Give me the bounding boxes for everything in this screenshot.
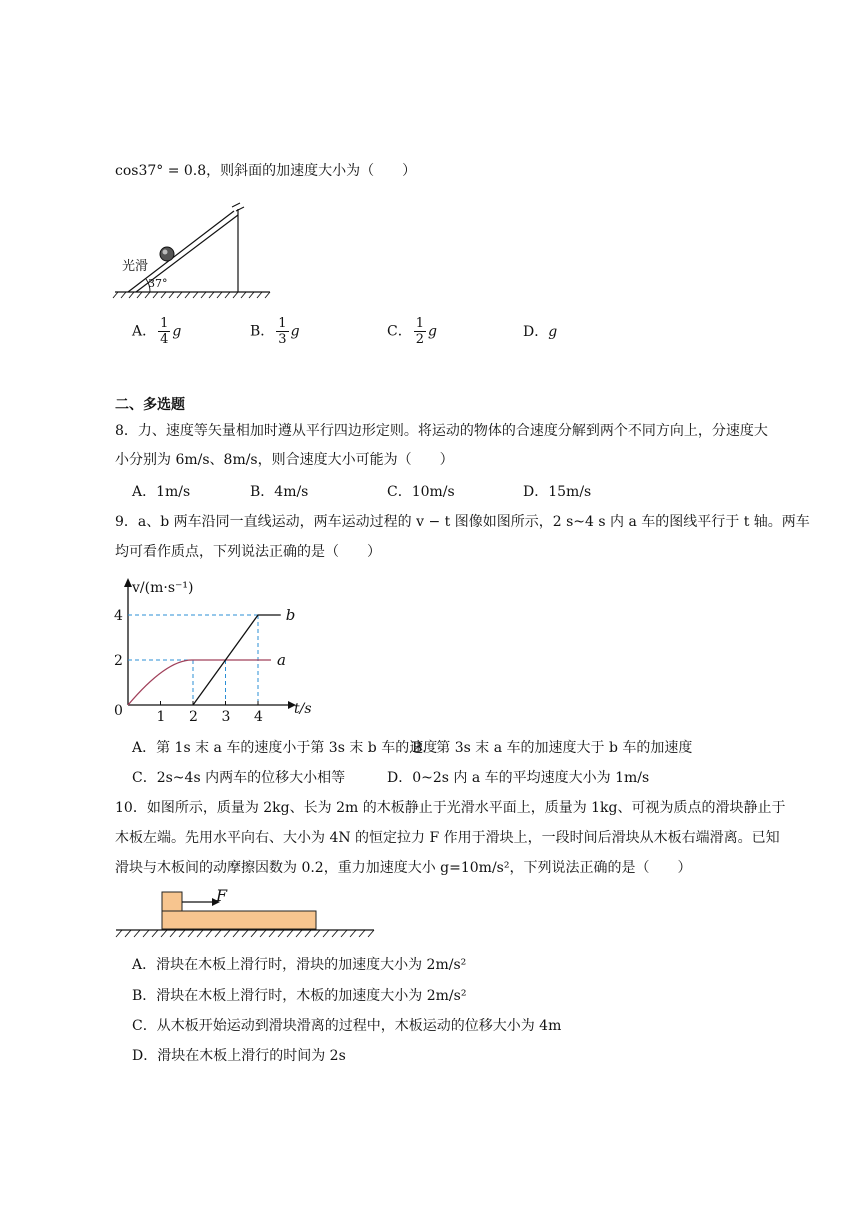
y-tick-label-4: 4 [114, 608, 123, 624]
q9-option-d[interactable]: D．0~2s 内 a 车的平均速度大小为 1m/s [387, 770, 650, 786]
y-axis-label: v/(m·s⁻¹) [132, 580, 194, 596]
q8-option-d[interactable]: D．15m/s [523, 484, 592, 500]
slider-block [162, 892, 182, 911]
q10-line1: 10．如图所示，质量为 2kg、长为 2m 的木板静止于光滑水平面上，质量为 1kg、可视为质点的滑块静止于 [115, 800, 786, 816]
y-axis-arrow-icon [124, 578, 132, 587]
vt-chart [108, 575, 328, 725]
q9-line2: 均可看作质点，下列说法正确的是（ ） [115, 544, 381, 560]
y-tick-label-2: 2 [114, 653, 123, 669]
x-axis-label: t/s [294, 701, 312, 717]
x-tick-label-3: 3 [221, 709, 231, 725]
q9-option-c[interactable]: C．2s~4s 内两车的位移大小相等 [132, 770, 346, 786]
x-tick-label-1: 1 [156, 709, 166, 725]
x-tick-label-2: 2 [189, 709, 198, 725]
series-b-label: b [285, 606, 296, 624]
q7-option-a[interactable]: A． $\frac{1}{4}$ g [132, 316, 182, 347]
q7-option-b[interactable]: B． $\frac{1}{3}$ g [250, 316, 300, 347]
smooth-label: 光滑 [122, 259, 149, 274]
q8-line2: 小分别为 6m/s、8m/s，则合速度大小可能为（ ） [115, 452, 454, 468]
q10-option-d[interactable]: D．滑块在木板上滑行的时间为 2s [132, 1048, 346, 1064]
q10-line3: 滑块与木板间的动摩擦因数为 0.2，重力加速度大小 g=10m/s²，下列说法正确的是（ ） [115, 860, 692, 876]
incline-figure [110, 195, 280, 300]
force-label: F [216, 886, 228, 905]
angle-label: 37° [148, 277, 168, 290]
q8-option-b[interactable]: B．4m/s [250, 484, 309, 500]
q9-option-b[interactable]: B．第 3s 末 a 车的加速度大于 b 车的加速度 [412, 740, 693, 756]
origin-label: 0 [114, 703, 123, 719]
q10-option-a[interactable]: A．滑块在木板上滑行时，滑块的加速度大小为 2m/s² [132, 957, 467, 973]
q7-stem-tail: cos37° = 0.8，则斜面的加速度大小为（ ） [115, 163, 417, 179]
q10-option-b[interactable]: B．滑块在木板上滑行时，木板的加速度大小为 2m/s² [132, 988, 467, 1004]
q8-option-c[interactable]: C．10m/s [387, 484, 455, 500]
q7-option-c[interactable]: C． $\frac{1}{2}$ g [387, 316, 437, 347]
x-tick-label-4: 4 [254, 709, 263, 725]
q10-line2: 木板左端。先用水平向右、大小为 4N 的恒定拉力 F 作用于滑块上，一段时间后滑块从木板右端滑离。已知 [115, 830, 780, 846]
block-board-figure [112, 886, 382, 944]
board [162, 911, 316, 929]
series-a-line [128, 660, 271, 705]
q7-option-d[interactable]: D．g [523, 324, 558, 340]
ball-icon [160, 247, 174, 261]
q10-option-c[interactable]: C．从木板开始运动到滑块滑离的过程中，木板运动的位移大小为 4m [132, 1018, 562, 1034]
q8-line1: 8．力、速度等矢量相加时遵从平行四边形定则。将运动的物体的合速度分解到两个不同方向上，分速度大 [115, 423, 768, 439]
q9-option-a[interactable]: A．第 1s 末 a 车的速度小于第 3s 末 b 车的速度 [132, 740, 438, 756]
series-a-label: a [277, 651, 286, 669]
q8-option-a[interactable]: A．1m/s [132, 484, 191, 500]
section-title: 二、多选题 [115, 397, 185, 413]
q9-line1: 9．a、b 两车沿同一直线运动，两车运动过程的 v − t 图像如图所示，2 s~4 s 内 a 车的图线平行于 t 轴。两车 [115, 514, 810, 530]
